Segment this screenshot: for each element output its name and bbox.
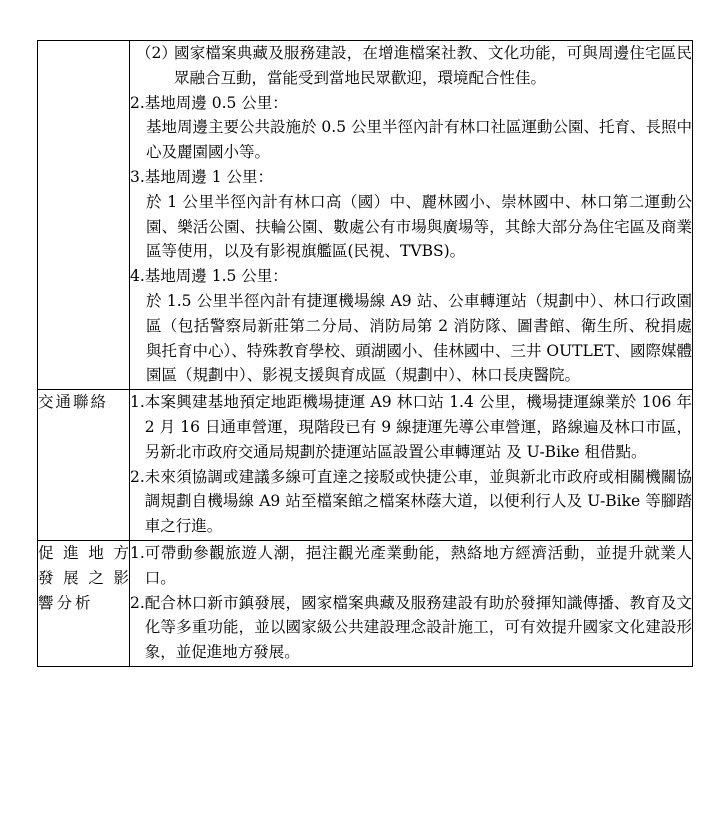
list-item xyxy=(130,390,692,464)
item-number: 2. xyxy=(130,93,145,112)
item-heading: 基地周邊 0.5 公里： xyxy=(144,93,288,112)
list-item xyxy=(130,465,692,539)
table-row-impact xyxy=(38,540,693,666)
row-content-traffic xyxy=(130,390,693,541)
row-label-impact xyxy=(38,540,130,666)
row-label-traffic xyxy=(38,390,130,541)
list-item xyxy=(130,541,692,591)
list-item xyxy=(130,264,692,388)
item-text: 配合林口新市鎮發展，國家檔案典藏及服務建設有助於發揮知識傳播、教育及文化等多重功能，並以國家級公共建設理念設計施工，可有效提升國家文化建設形象，並促進地方發展。 xyxy=(144,593,692,662)
item-body: 基地周邊主要公共設施於 0.5 公里半徑內計有林口社區運動公園、托育、長照中心及麗園國小等。 xyxy=(146,118,693,162)
row-content-impact xyxy=(130,540,693,666)
row-content-environment xyxy=(130,41,693,390)
item-number: 4. xyxy=(130,267,145,286)
list-item xyxy=(130,165,692,264)
list-item xyxy=(130,591,692,665)
label-line: 發展之影 xyxy=(38,568,129,587)
item-body: 於 1.5 公里半徑內計有捷運機場線 A9 站、公車轉運站（規劃中）、林口行政園區（包括警察局新莊第二分局、消防局第 2 消防隊、圖書館、衛生所、稅捐處與托育中心）、特殊教育學校、頭湖國小、佳林國中、三井 OUTLET、國際媒體園區（規劃中）、影視支援與育成區（規劃中）、林口長庚醫院。 xyxy=(146,291,692,385)
list-item xyxy=(130,91,692,165)
item-number: （2） xyxy=(136,44,177,62)
item-text: 本案興建基地預定地距機場捷運 A9 林口站 1.4 公里，機場捷運線業於 106 年 2 月 16 日通車營運，現階段已有 9 線捷運先導公車營運，路線遍及林口市區，另新北市政府交通局規劃於捷運站區設置公車轉運站 及 U-Bike 租借點。 xyxy=(144,393,692,461)
table-row-traffic xyxy=(38,390,693,541)
item-heading: 基地周邊 1.5 公里： xyxy=(144,267,288,286)
item-number: 3. xyxy=(130,167,145,186)
item-number: 1. xyxy=(130,393,145,412)
item-number: 1. xyxy=(130,543,145,562)
label-line: 響分析 xyxy=(38,593,94,612)
label-line: 交通聯絡 xyxy=(38,393,109,412)
row-label-empty xyxy=(38,41,130,390)
item-number: 2. xyxy=(130,467,145,486)
table-row-environment xyxy=(38,41,693,390)
item-body: 於 1 公里半徑內計有林口高（國）中、麗林國小、崇林國中、林口第二運動公園、樂活公園、扶輪公園、數處公有市場與廣場等，其餘大部分為住宅區及商業區等使用，以及有影視旗艦區(民視、TVBS)。 xyxy=(146,192,692,261)
item-text: 未來須協調或建議多線可直達之接駁或快捷公車，並與新北市政府或相關機關協調規劃自機場線 A9 站至檔案館之檔案林蔭大道，以便利行人及 U-Bike 等腳踏車之行進。 xyxy=(144,467,692,536)
paragraph-item-2 xyxy=(130,41,692,91)
item-text: 可帶動參觀旅遊人潮，挹注觀光產業動能，熱絡地方經濟活動，並提升就業人口。 xyxy=(144,543,692,587)
label-line: 促進地方 xyxy=(38,543,129,562)
document-table xyxy=(37,40,693,667)
item-text: 國家檔案典藏及服務建設，在增進檔案社教、文化功能，可與周邊住宅區民眾融合互動，當能受到當地民眾歡迎，環境配合性佳。 xyxy=(174,44,692,87)
item-number: 2. xyxy=(130,593,145,612)
item-heading: 基地周邊 1 公里： xyxy=(144,167,274,186)
